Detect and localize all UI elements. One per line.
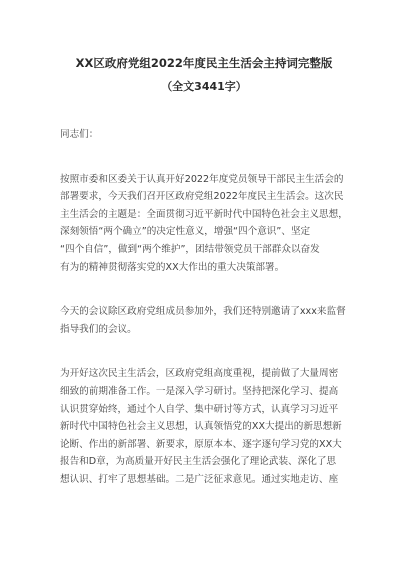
document-subtitle: （全文3441字） (161, 80, 247, 93)
paragraph-2 (60, 303, 348, 338)
paragraph-line: 有为的精神贯彻落实党的XX大作出的重大决策部署。 (60, 261, 285, 273)
paragraph-line: 论断、作出的新部署、新要求，原原本本、逐字逐句学习党的XX大 (60, 438, 342, 450)
paragraph-line: 今天的会议除区政府党组成员参加外，我们还特别邀请了xxx来监督 (60, 306, 346, 318)
paragraph-line: 深刻领悟“两个确立”的决定性意义，增强“四个意识”、坚定 (60, 226, 311, 238)
paragraph-3 (60, 365, 348, 488)
paragraph-line: 指导我们的会议。 (60, 323, 137, 335)
paragraph-line: 细致的前期准备工作。一是深入学习研讨。坚持把深化学习、提高 (60, 385, 339, 397)
paragraph-line: 主生活会的主题是：全面贯彻习近平新时代中国特色社会主义思想， (60, 208, 348, 220)
paragraph-line: 报告和D章，为高质量开好民主生活会强化了理论武装、深化了思 (60, 456, 337, 468)
paragraph-line: 为开好这次民主生活会，区政府党组高度重视，提前做了大量周密 (60, 368, 339, 380)
paragraph-line: 认识贯穿始终，通过个人自学、集中研讨等方式，认真学习习近平 (60, 403, 339, 415)
greeting: 同志们： (60, 129, 99, 140)
document-title: XX区政府党组2022年度民主生活会主持词完整版 (75, 56, 333, 70)
paragraph-line: 新时代中国特色社会主义思想，认真领悟党的XX大提出的新思想新 (60, 421, 342, 433)
paragraph-line: “四个自信”，做到“两个维护”，团结带领党员干部群众以奋发 (60, 243, 320, 255)
paragraph-line: 部署要求，今天我们召开区政府党组2022年度民主生活会。这次民 (60, 191, 344, 203)
paragraph-line: 想认识、打牢了思想基础。二是广泛征求意见。通过实地走访、座 (60, 473, 339, 485)
paragraph-1 (60, 171, 348, 277)
paragraph-line: 按照市委和区委关于认真开好2022年度党员领导干部民主生活会的 (60, 173, 344, 185)
